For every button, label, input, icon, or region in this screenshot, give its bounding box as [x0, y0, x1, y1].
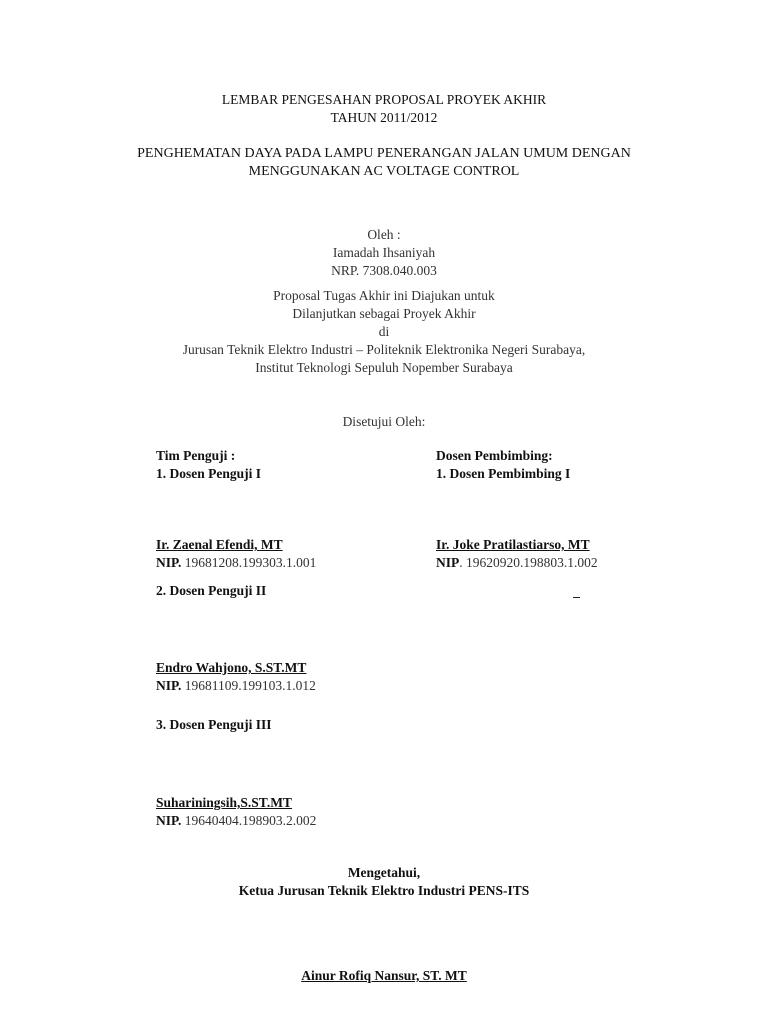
- examiner-3-nip-label: NIP.: [156, 813, 182, 828]
- author-nrp: NRP. 7308.040.003: [331, 263, 437, 278]
- project-title-line-2: MENGGUNAKAN AC VOLTAGE CONTROL: [248, 164, 520, 179]
- department-head-name: Ainur Rofiq Nansur, ST. MT: [301, 968, 467, 983]
- supervisor-1-name: Ir. Joke Pratilastiarso, MT: [436, 537, 590, 552]
- examiner-2-nip-number: 19681109.199103.1.012: [181, 678, 316, 693]
- supervisor-1-nip: [436, 555, 598, 571]
- examiner-1-label: 1. Dosen Penguji I: [156, 466, 262, 481]
- author-by-label: Oleh :: [367, 227, 401, 242]
- examiner-3-name: Suhariningsih,S.ST.MT: [156, 795, 292, 810]
- author-name: Iamadah Ihsaniyah: [332, 245, 436, 260]
- department-head-position: Ketua Jurusan Teknik Elektro Industri PENS-ITS: [238, 883, 530, 898]
- supervisor-1-nip-number: . 19620920.198803.1.002: [459, 555, 598, 570]
- examiner-1-nip-number: 19681208.199303.1.001: [181, 555, 317, 570]
- examiner-3-nip: [156, 813, 316, 829]
- examiner-2-nip-label: NIP.: [156, 678, 182, 693]
- purpose-line-3: di: [378, 324, 390, 339]
- supervisors-heading: Dosen Pembimbing:: [436, 448, 553, 463]
- acknowledged-label: Mengetahui,: [347, 865, 421, 880]
- purpose-line-2: Dilanjutkan sebagai Proyek Akhir: [292, 306, 476, 321]
- examiner-1-nip: [156, 555, 316, 571]
- project-title-line-1: PENGHEMATAN DAYA PADA LAMPU PENERANGAN JALAN UMUM DENGAN: [137, 146, 631, 161]
- approved-by-label: Disetujui Oleh:: [342, 414, 426, 429]
- examiner-3-label: 3. Dosen Penguji III: [156, 717, 272, 732]
- examiner-1-nip-label: NIP.: [156, 555, 182, 570]
- supervisor-1-label: 1. Dosen Pembimbing I: [436, 466, 571, 481]
- examiner-1-name: Ir. Zaenal Efendi, MT: [156, 537, 283, 552]
- supervisor-1-nip-label: NIP: [436, 555, 460, 570]
- purpose-line-4: Jurusan Teknik Elektro Industri – Politeknik Elektronika Negeri Surabaya,: [182, 342, 586, 357]
- examiner-3-nip-number: 19640404.198903.2.002: [181, 813, 317, 828]
- purpose-line-1: Proposal Tugas Akhir ini Diajukan untuk: [273, 288, 495, 303]
- document-year: TAHUN 2011/2012: [330, 110, 438, 125]
- examiner-2-label: 2. Dosen Penguji II: [156, 583, 267, 598]
- signature-line-mark: [573, 597, 580, 598]
- purpose-line-5: Institut Teknologi Sepuluh Nopember Surabaya: [255, 360, 513, 375]
- document-heading: LEMBAR PENGESAHAN PROPOSAL PROYEK AKHIR: [221, 92, 547, 107]
- examiner-2-name: Endro Wahjono, S.ST.MT: [156, 660, 307, 675]
- examiners-heading: Tim Penguji :: [156, 448, 236, 463]
- examiner-2-nip: [156, 678, 316, 694]
